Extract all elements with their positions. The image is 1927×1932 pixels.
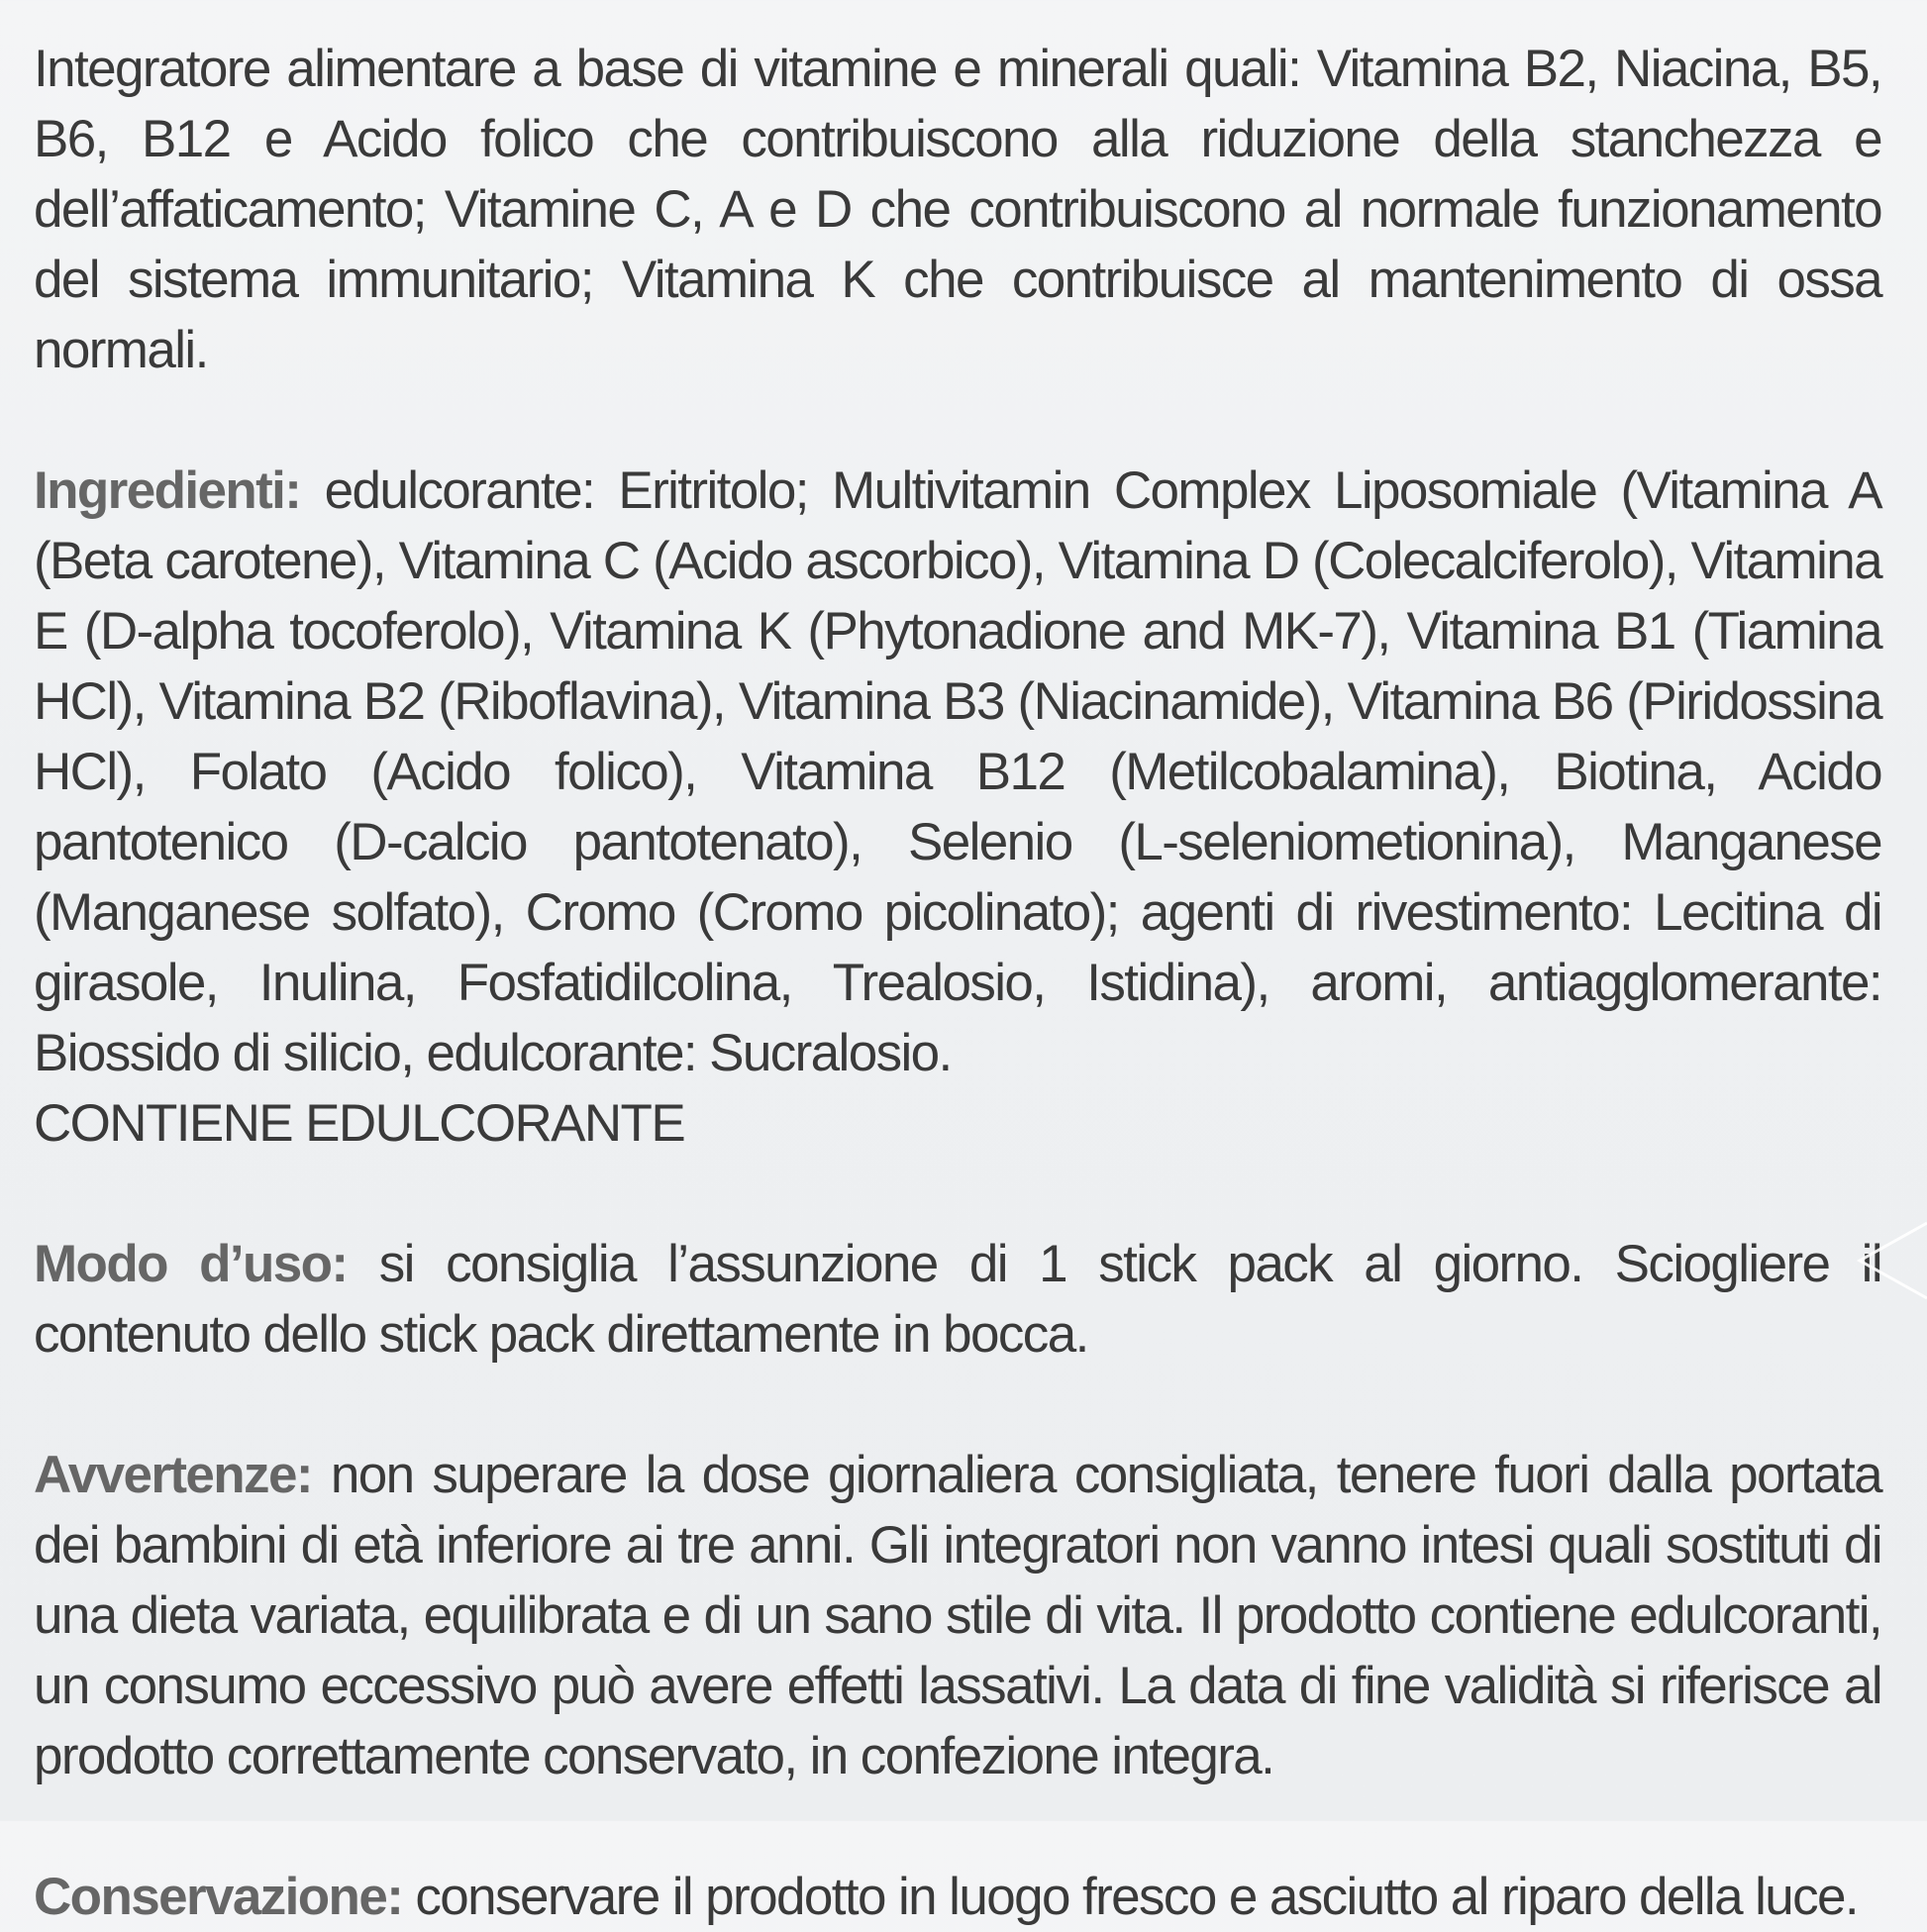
storage-text: conservare il prodotto in luogo fresco e asciutto al riparo della luce.: [415, 1868, 1859, 1926]
ingredients-label: Ingredienti:: [34, 461, 301, 520]
intro-text: Integratore alimentare a base di vitamine e minerali quali: Vitamina B2, Niacina, B5, B6, B12 e Acido folico che contribuiscono alla riduzione della stanchezza e dell’affaticamento; Vitamine C, A e D che contribuiscono al normale funzionamento del sistema immunitario; Vitamina K che contribuisce al mantenimento di ossa normali.: [34, 40, 1881, 379]
ingredients-text: edulcorante: Eritritolo; Multivitamin Complex Liposomiale (Vitamina A (Beta carotene), Vitamina C (Acido ascorbico), Vitamina D (Colecalciferolo), Vitamina E (D-alpha tocoferolo), Vitamina K (Phytonadione and MK-7), Vitamina B1 (Tiamina HCl), Vitamina B2 (Riboflavina), Vitamina B3 (Niacinamide), Vitamina B6 (Piridossina HCl), Folato (Acido folico), Vitamina B12 (Metilcobalamina), Biotina, Acido pantotenico (D-calcio pantotenato), Selenio (L-seleniometionina), Manganese (Manganese solfato), Cromo (Cromo picolinato); agenti di rivestimento: Lecitina di girasole, Inulina, Fosfatidilcolina, Trealosio, Istidina), aromi, antiagglomerante: Biossido di silicio, edulcorante: Sucralosio.: [34, 461, 1881, 1082]
storage-label: Conservazione:: [34, 1868, 403, 1926]
label-text-panel: [34, 34, 1881, 1932]
usage-section: [34, 1229, 1881, 1370]
usage-label: Modo d’uso:: [34, 1235, 348, 1293]
background-line-decoration: [1848, 1203, 1927, 1312]
sweetener-notice: CONTIENE EDULCORANTE: [34, 1094, 685, 1153]
intro-paragraph: [34, 34, 1881, 385]
storage-section: [34, 1862, 1881, 1932]
ingredients-section: [34, 456, 1881, 1159]
warnings-section: [34, 1440, 1881, 1791]
warnings-text: non superare la dose giornaliera consigliata, tenere fuori dalla portata dei bambini di età inferiore ai tre anni. Gli integratori non vanno intesi quali sostituti di una dieta variata, equilibrata e di un sano stile di vita. Il prodotto contiene edulcoranti, un consumo eccessivo può avere effetti lassativi. La data di fine validità si riferisce al prodotto correttamente conservato, in confezione integra.: [34, 1446, 1881, 1785]
usage-text: si consiglia l’assunzione di 1 stick pack al giorno. Sciogliere il contenuto dello stick pack direttamente in bocca.: [34, 1235, 1881, 1364]
warnings-label: Avvertenze:: [34, 1446, 312, 1504]
